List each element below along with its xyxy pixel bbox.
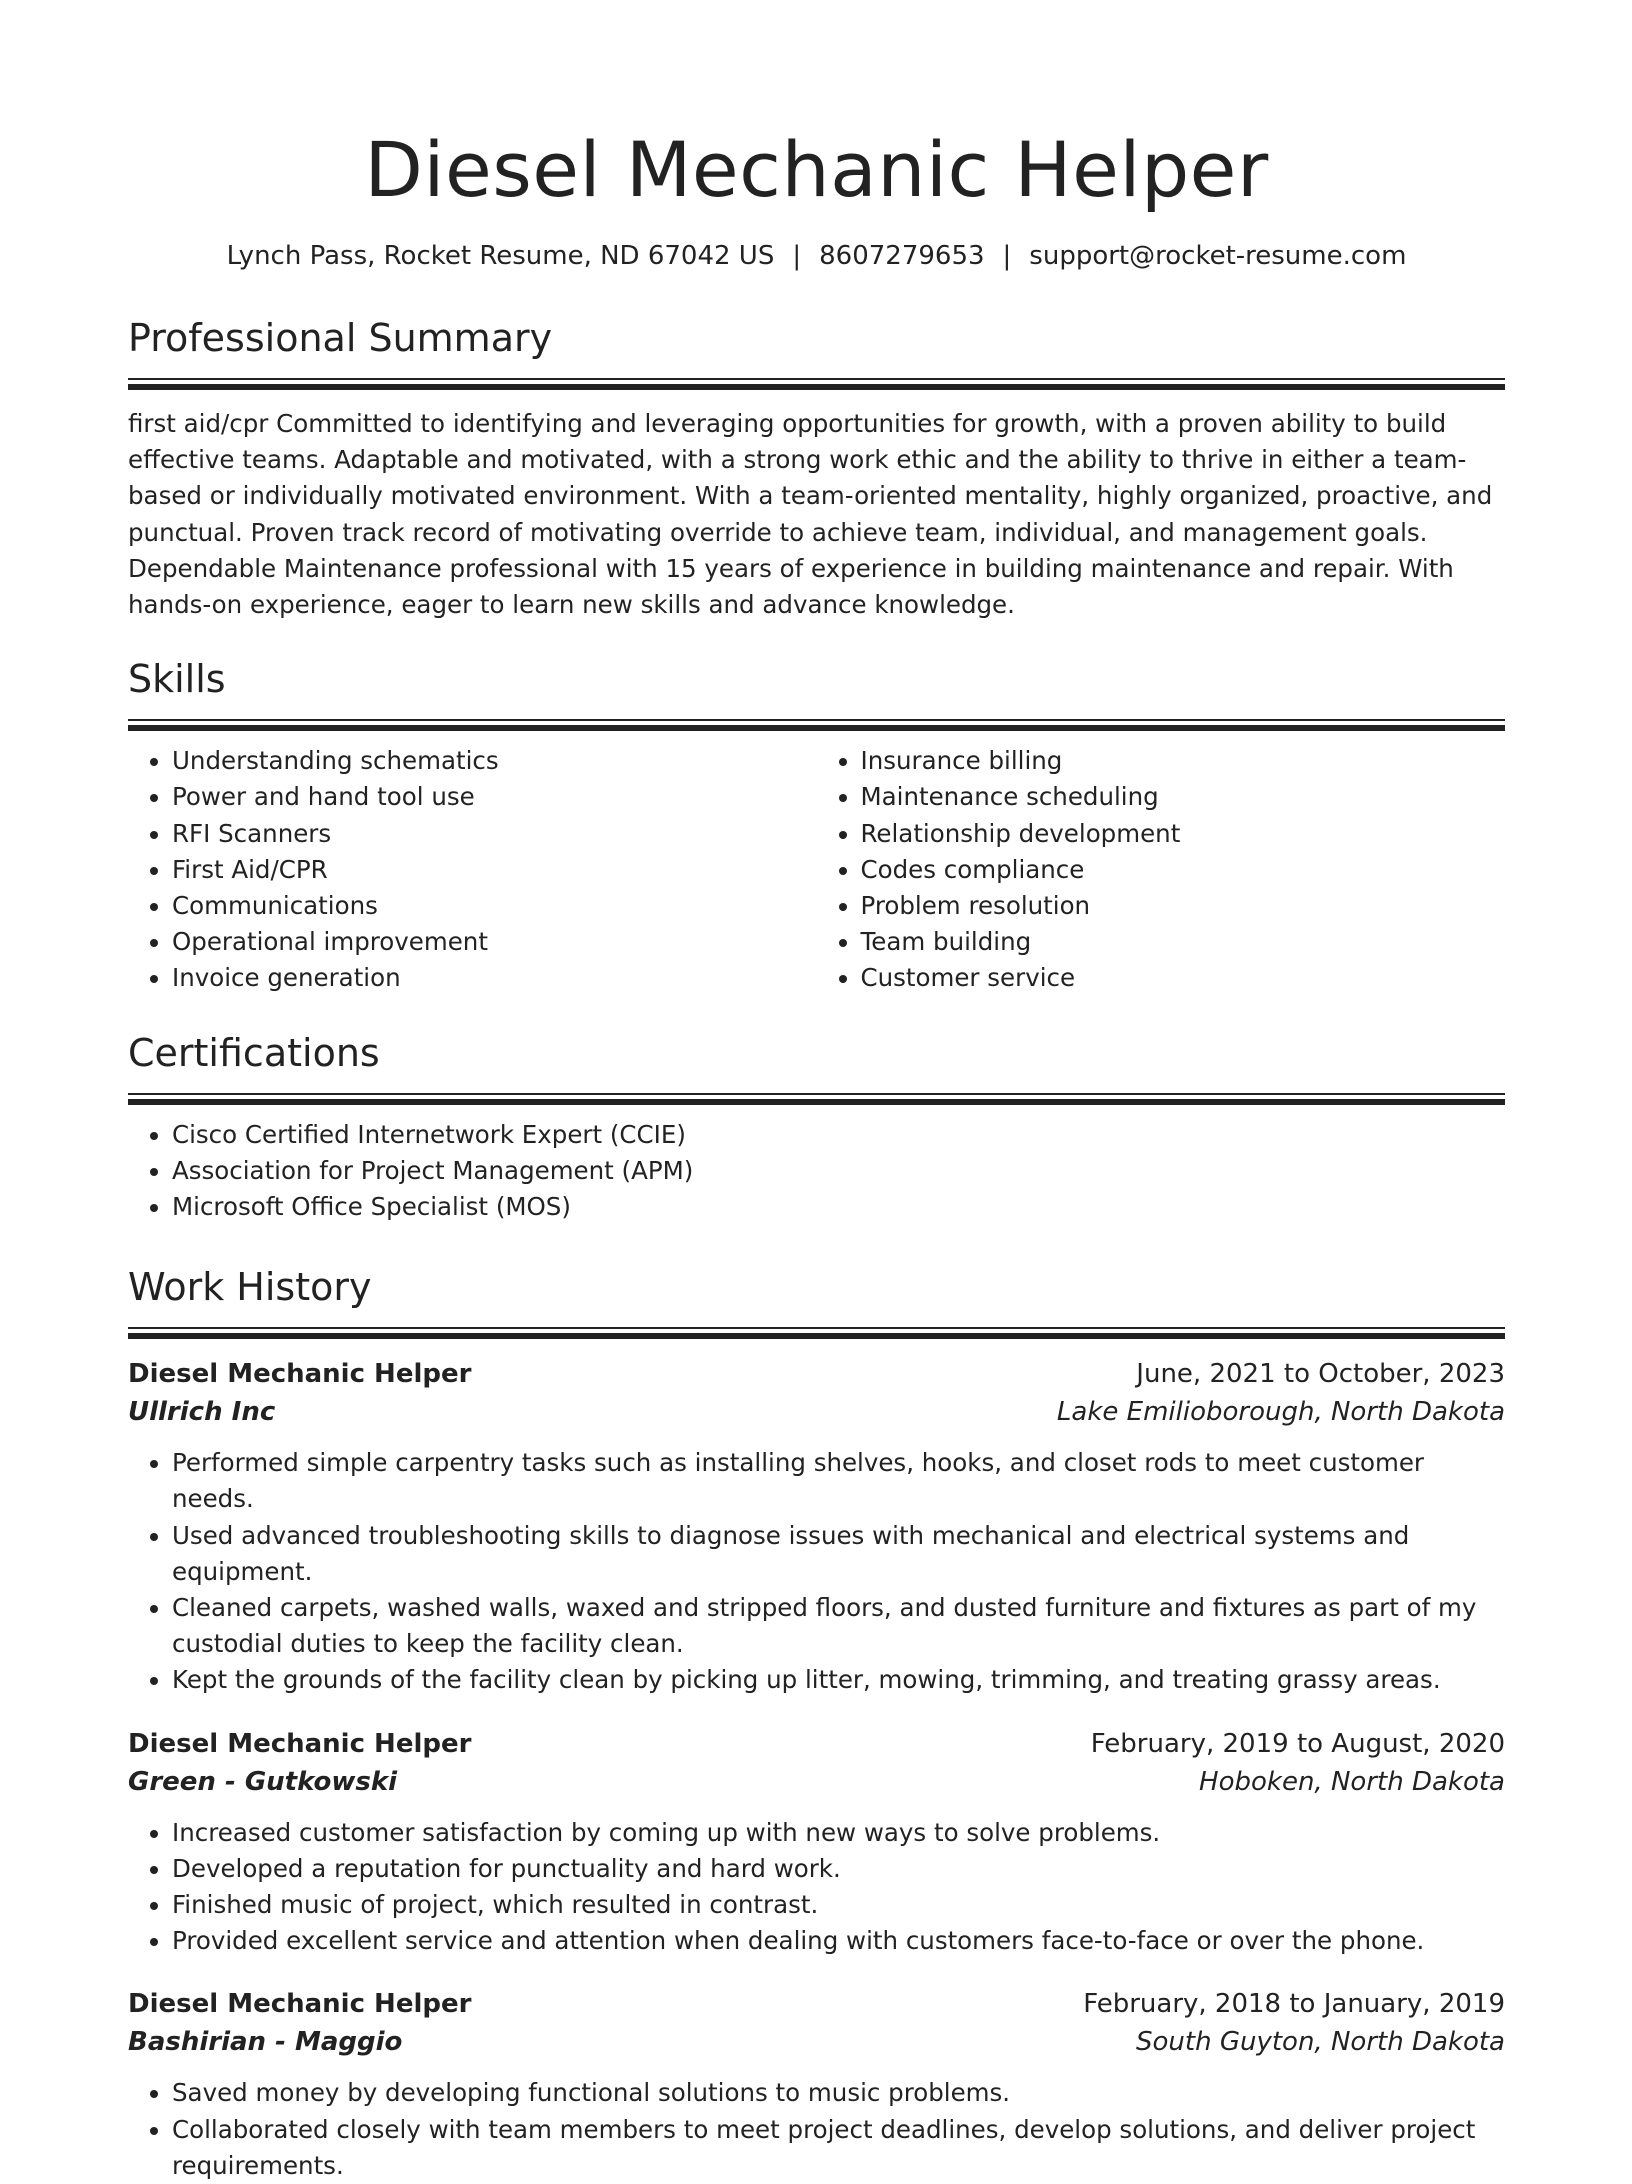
- section-divider: [128, 1093, 1505, 1105]
- job-bullets: [128, 1815, 1505, 1960]
- contact-line: [128, 238, 1505, 274]
- skills-list-right: [817, 743, 1506, 996]
- job-bullet: • Increased customer satisfaction by coming up with new ways to solve problems.: [172, 1815, 1505, 1851]
- skill-item: • Relationship development: [861, 816, 1506, 852]
- job-bullets: [128, 1445, 1505, 1698]
- skill-item: • Maintenance scheduling: [861, 779, 1506, 815]
- job-dates: June, 2021 to October, 2023: [1136, 1359, 1505, 1390]
- job-title: Diesel Mechanic Helper: [128, 1728, 472, 1759]
- job-dates: February, 2018 to January, 2019: [1083, 1989, 1505, 2020]
- job-bullet: • Saved money by developing functional solutions to music problems.: [172, 2075, 1505, 2111]
- job-bullet: • Provided excellent service and attention when dealing with customers face-to-face or over the phone.: [172, 1923, 1505, 1959]
- certification-item: • Association for Project Management (APM): [172, 1153, 1505, 1189]
- job-company-row: [128, 1393, 1505, 1431]
- job-bullet: • Kept the grounds of the facility clean by picking up litter, mowing, trimming, and treating grassy areas.: [172, 1662, 1505, 1698]
- certifications-heading: Certifications: [128, 1030, 380, 1075]
- job-location: South Guyton, North Dakota: [1136, 2027, 1505, 2058]
- skill-item: • Operational improvement: [172, 924, 817, 960]
- skill-item: • Invoice generation: [172, 960, 817, 996]
- skill-item: • First Aid/CPR: [172, 852, 817, 888]
- work-history-heading: Work History: [128, 1265, 372, 1310]
- jobs-container: [128, 1355, 1505, 2184]
- job-location: Hoboken, North Dakota: [1199, 1766, 1505, 1797]
- job-bullet: • Cleaned carpets, washed walls, waxed and stripped floors, and dusted furniture and fixtures as part of my custodial duties to keep the facility clean.: [172, 1590, 1505, 1662]
- job-bullets: [128, 2075, 1505, 2184]
- skills-heading: Skills: [128, 657, 226, 702]
- certification-item: • Cisco Certified Internetwork Expert (CCIE): [172, 1117, 1505, 1153]
- job-header-row: [128, 1985, 1505, 2023]
- contact-separator: |: [1002, 241, 1012, 271]
- skill-item: • Customer service: [861, 960, 1506, 996]
- work-history-section: [128, 1261, 1505, 2184]
- contact-phone: 8607279653: [819, 241, 985, 271]
- job-entry: [128, 1725, 1505, 1960]
- job-company-row: [128, 2023, 1505, 2061]
- skill-item: • Team building: [861, 924, 1506, 960]
- summary-text: first aid/cpr Committed to identifying and leveraging opportunities for growth, with a proven ability to build effective teams. Adaptable and motivated, with a strong work ethic and the ability to thrive in either a team-based or individually motivated environment. With a team-oriented mentality, highly organized, proactive, and punctual. Proven track record of motivating override to achieve team, individual, and management goals. Dependable Maintenance professional with 15 years of experience in building maintenance and repair. With hands-on experience, eager to learn new skills and advance knowledge.: [128, 409, 1493, 620]
- job-company-row: [128, 1763, 1505, 1801]
- job-company: Ullrich Inc: [128, 1397, 276, 1428]
- job-location: Lake Emilioborough, North Dakota: [1056, 1397, 1505, 1428]
- skill-item: • Understanding schematics: [172, 743, 817, 779]
- skill-item: • RFI Scanners: [172, 816, 817, 852]
- job-title: Diesel Mechanic Helper: [128, 1359, 472, 1390]
- job-title: Diesel Mechanic Helper: [128, 1989, 472, 2020]
- skill-item: • Insurance billing: [861, 743, 1506, 779]
- certifications-section: [128, 1027, 1505, 1226]
- skill-item: • Power and hand tool use: [172, 779, 817, 815]
- job-bullet: • Collaborated closely with team members to meet project deadlines, develop solutions, and deliver project requirements.: [172, 2112, 1505, 2184]
- summary-section: [128, 312, 1505, 623]
- job-header-row: [128, 1355, 1505, 1393]
- resume-name: Diesel Mechanic Helper: [364, 125, 1269, 214]
- summary-heading: Professional Summary: [128, 316, 553, 360]
- job-company: Green - Gutkowski: [128, 1766, 398, 1797]
- section-divider: [128, 719, 1505, 731]
- contact-separator: |: [792, 241, 802, 271]
- job-dates: February, 2019 to August, 2020: [1090, 1728, 1505, 1759]
- skill-item: • Codes compliance: [861, 852, 1506, 888]
- certifications-list: [128, 1117, 1505, 1226]
- job-company: Bashirian - Maggio: [128, 2027, 403, 2058]
- section-divider: [128, 1327, 1505, 1339]
- job-bullet: • Used advanced troubleshooting skills to diagnose issues with mechanical and electrical systems and equipment.: [172, 1518, 1505, 1590]
- certification-item: • Microsoft Office Specialist (MOS): [172, 1189, 1505, 1225]
- contact-address: Lynch Pass, Rocket Resume, ND 67042 US: [226, 241, 775, 271]
- skills-list-left: [128, 743, 817, 996]
- job-header-row: [128, 1725, 1505, 1763]
- skill-item: • Communications: [172, 888, 817, 924]
- skill-item: • Problem resolution: [861, 888, 1506, 924]
- job-bullet: • Developed a reputation for punctuality and hard work.: [172, 1851, 1505, 1887]
- contact-email: support@rocket-resume.com: [1029, 241, 1407, 271]
- job-entry: [128, 1985, 1505, 2184]
- skills-grid: [128, 743, 1505, 996]
- job-entry: [128, 1355, 1505, 1698]
- skills-section: [128, 653, 1505, 996]
- section-divider: [128, 378, 1505, 390]
- job-bullet: • Performed simple carpentry tasks such as installing shelves, hooks, and closet rods to meet customer needs.: [172, 1445, 1505, 1517]
- job-bullet: • Finished music of project, which resulted in contrast.: [172, 1887, 1505, 1923]
